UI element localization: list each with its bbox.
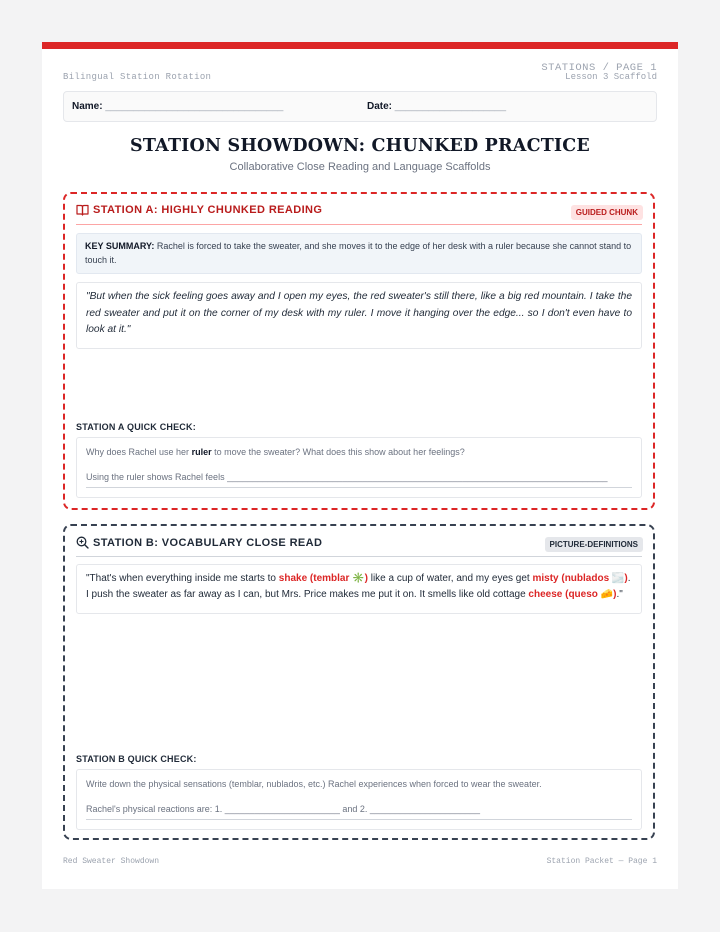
station-a-header — [76, 204, 322, 216]
lesson-label: Lesson 3 Scaffold — [565, 72, 657, 82]
question-keyword: ruler — [191, 447, 212, 457]
station-b-header — [76, 536, 322, 549]
station-b-answer-line[interactable]: Rachel's physical reactions are: 1. _______________________ and 2. ______________________ — [86, 804, 481, 814]
worksheet-page — [42, 42, 678, 889]
vocab-shake: shake (temblar ✳️) — [278, 573, 368, 584]
open-book-icon — [76, 204, 89, 216]
station-b-divider — [76, 556, 642, 557]
name-field[interactable] — [72, 101, 283, 112]
magnifier-plus-icon — [76, 536, 89, 549]
top-accent-bar — [42, 42, 678, 49]
answer-rule — [86, 819, 632, 820]
header-left-label: Bilingual Station Rotation — [63, 72, 212, 82]
station-a-answer-line[interactable]: Using the ruler shows Rachel feels ____________________________________________________________________________ — [86, 472, 608, 482]
question-text-post: to move the sweater? What does this show about her feelings? — [211, 447, 465, 457]
station-b-badge: PICTURE-DEFINITIONS — [545, 537, 643, 552]
key-summary-text: Rachel is forced to take the sweater, and she moves it to the edge of her desk with a ruler because she cannot stand to touch it. — [85, 241, 632, 265]
station-b-card — [63, 524, 655, 840]
footer-right: Station Packet — Page 1 — [546, 857, 657, 866]
station-a-quick-check-label: STATION A QUICK CHECK: — [76, 422, 196, 432]
station-a-quote: "But when the sick feeling goes away and I open my eyes, the red sweater's still there, like a big red mountain. I take the red sweater and put it on the corner of my desk with my ruler. I move it hanging over the edge... so I don't even have to look at it." — [76, 282, 642, 349]
name-label: Name: — [72, 101, 103, 112]
key-summary-box — [76, 233, 642, 274]
name-date-box — [63, 91, 657, 122]
station-b-question: Write down the physical sensations (temblar, nublados, etc.) Rachel experiences when forced to wear the sweater. — [86, 779, 542, 789]
quote-part: ." — [616, 589, 623, 600]
page-subtitle: Collaborative Close Reading and Language Scaffolds — [229, 161, 491, 173]
page-title: STATION SHOWDOWN: CHUNKED PRACTICE — [130, 136, 590, 156]
vocab-misty: misty (nublados 🌫️) — [532, 573, 628, 584]
station-b-quick-check-box — [76, 769, 642, 830]
question-text-pre: Why does Rachel use her — [86, 447, 192, 457]
date-label: Date: — [367, 101, 393, 112]
quote-part: like a cup of water, and my eyes get — [367, 573, 533, 584]
page-indicator: STATIONS / PAGE 1 — [541, 62, 657, 74]
station-b-title: STATION B: VOCABULARY CLOSE READ — [93, 536, 323, 549]
station-a-quick-check-box — [76, 437, 642, 498]
footer-left: Red Sweater Showdown — [63, 857, 160, 866]
key-summary-label: KEY SUMMARY: — [85, 241, 155, 251]
quote-part: . I push the sweater as far away as I can, but Mrs. Price makes me put it on. It smells like old cottage — [86, 573, 631, 600]
vocab-cheese: cheese (queso 🧀) — [528, 589, 617, 600]
header-right — [541, 63, 657, 82]
date-field[interactable] — [367, 101, 506, 112]
station-a-question — [86, 447, 465, 457]
name-blank: ________________________________ — [105, 101, 284, 112]
station-b-quick-check-label: STATION B QUICK CHECK: — [76, 754, 197, 764]
quote-part: "That's when everything inside me starts to — [86, 573, 279, 584]
date-blank: ____________________ — [394, 101, 507, 112]
answer-rule — [86, 487, 632, 488]
station-a-title: STATION A: HIGHLY CHUNKED READING — [93, 204, 323, 216]
station-b-quote — [76, 564, 642, 614]
station-a-badge: GUIDED CHUNK — [571, 205, 643, 220]
station-a-card — [63, 192, 655, 510]
station-a-divider — [76, 224, 642, 225]
